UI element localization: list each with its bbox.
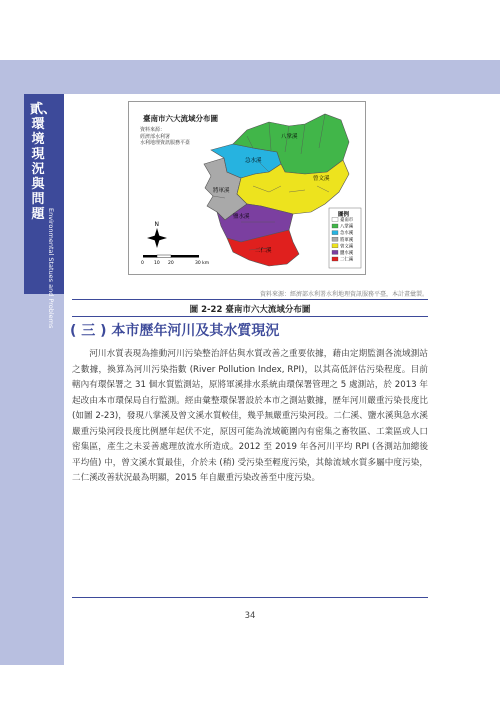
figure-caption: 圖 2-22 臺南市六大流域分布圖 (189, 305, 311, 315)
legend-label: 八掌溪 (340, 224, 354, 230)
map-title: 臺南市六大流域分布圖 (143, 114, 218, 123)
body-paragraph: 河川水質表現為推動河川污染整治評估與水質改善之重要依據，藉由定期監測各流域測站之數據，換算為河川污染指數 (River Pollution Index, RPI)，以其高低評估污染程度。目前轄內有環保署之 31 個水質監測站，原將軍溪排水系統由環保署管理之 5 處測站，於 2013 年起改由本市環保局自行監測。經由彙整環保署設於本市之測站數據，歷年河川嚴重污染長度比 (如圖 2-23)，發現八掌溪及曾文溪水質較佳，幾乎無嚴重污染河段。二仁溪、鹽水溪與急水溪嚴重污染河段長度比例歷年起伏不定，原因可能為流域範圍內有密集之畜牧區、工業區或人口密集區，產生之未妥善處理放流水所造成。2012 至 2019 年各河川平均 RPI (各測站加總後平均值) 中，曾文溪水質最佳，介於未 (稍) 受污染至輕度污染，其餘流域水質多屬中度污染，二仁溪改善狀況最為明顯，2015 年自嚴重污染改善至中度污染。 (72, 349, 428, 483)
map-source-line: 水利地理資訊服務平臺 (140, 140, 191, 146)
footer-rule (72, 597, 428, 598)
caption-rule-bottom (72, 316, 428, 317)
page-top-margin (0, 0, 500, 60)
scale-bar (141, 255, 209, 266)
legend-swatch (332, 224, 338, 228)
north-label: N (154, 221, 159, 228)
map-source (140, 127, 190, 147)
scale-label-10: 10 (154, 261, 160, 266)
section-heading: ( 三 ) 本市歷年河川及其水質現況 (70, 323, 280, 339)
map-label-zengwen: 曾文溪 (313, 176, 330, 182)
map-label-jiangjun: 將軍溪 (213, 188, 230, 194)
map-source-line: 經濟部水利署 (140, 133, 171, 140)
map-label-erren: 二仁溪 (255, 248, 272, 254)
legend-swatch (332, 217, 338, 221)
page-bottom-margin (0, 665, 500, 707)
legend-swatch (332, 257, 338, 261)
map-label-yanshui: 鹽水溪 (233, 214, 250, 220)
legend-swatch (332, 244, 338, 248)
legend-swatch (332, 237, 338, 241)
legend-swatch (332, 231, 338, 235)
legend-label: 急水溪 (340, 231, 354, 237)
legend-title: 圖例 (338, 212, 350, 218)
scale-label-30: 30 km (195, 261, 210, 266)
body-paragraph-container (72, 347, 428, 487)
legend-label: 鹽水溪 (340, 251, 354, 256)
map-label-jishui: 急水溪 (245, 158, 262, 164)
legend-label: 曾文溪 (340, 244, 354, 250)
map-legend (329, 208, 361, 268)
chapter-title-cn: 貳、環境現況與問題 (30, 102, 57, 222)
legend-label: 將軍溪 (340, 237, 354, 243)
header-band (0, 60, 500, 94)
north-arrow-icon (147, 221, 167, 248)
scale-label-0: 0 (141, 261, 144, 266)
legend-label: 臺南市 (340, 218, 354, 223)
legend-swatch (332, 250, 338, 254)
legend-label: 二仁溪 (340, 257, 354, 263)
scale-label-20: 20 (168, 261, 174, 266)
figure-source-note: 資料來源：經濟部水利署水利地理資訊服務平臺，本計畫彙製。 (259, 291, 428, 298)
page-number: 34 (244, 611, 256, 621)
map-label-bajang: 八掌溪 (281, 134, 298, 140)
chapter-title-en: Environmental Statues and Problems (47, 208, 55, 329)
caption-rule-top (72, 299, 428, 300)
map-source-line: 資料來源： (140, 127, 166, 133)
